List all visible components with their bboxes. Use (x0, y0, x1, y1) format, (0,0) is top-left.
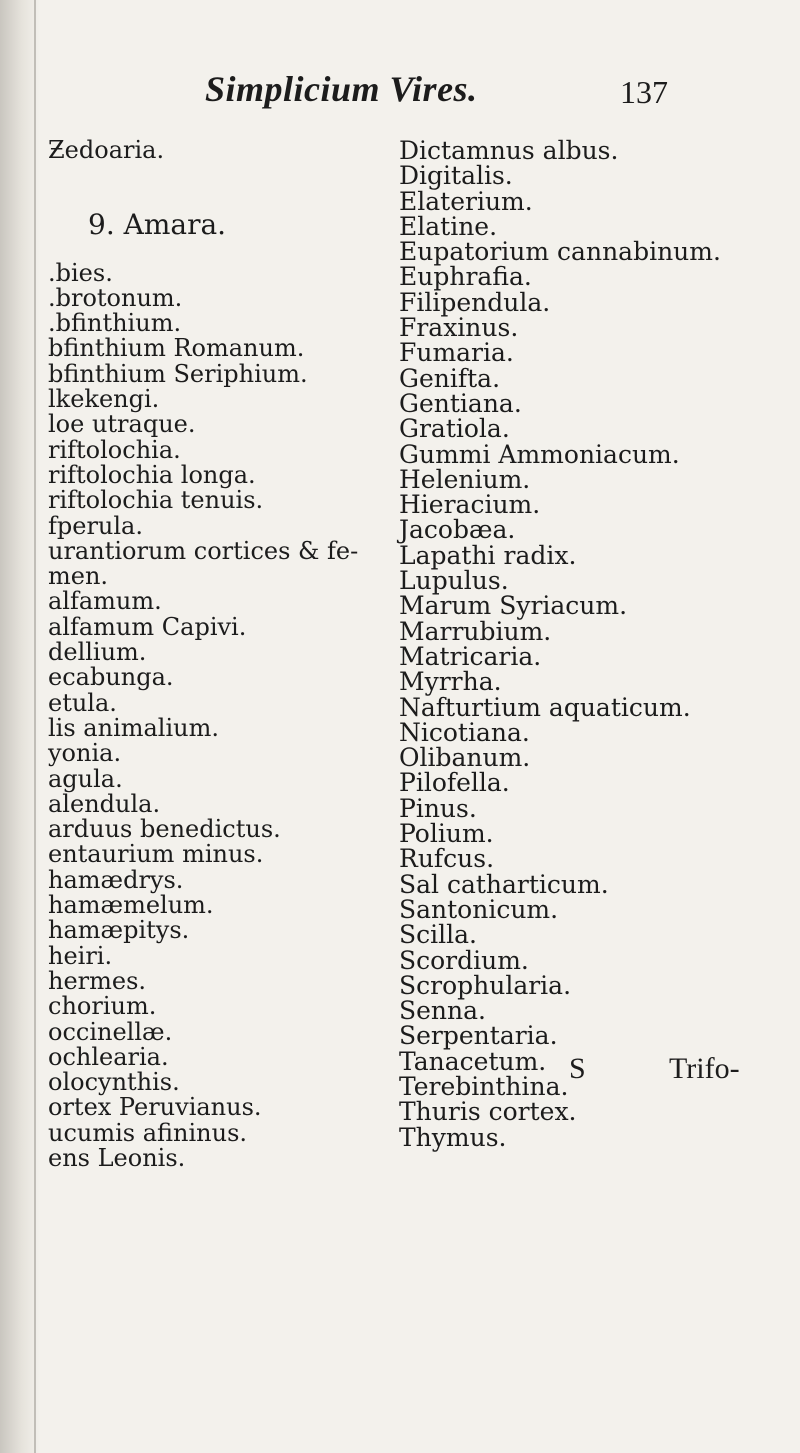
left-column (48, 138, 368, 1171)
list-item: hamæmelum. (48, 891, 214, 920)
list-item: loe utraque. (48, 410, 196, 439)
list-item: hamæpitys. (48, 916, 190, 945)
list-item: Helenium. (399, 464, 531, 494)
list-item: Eupatorium cannabinum. (399, 237, 721, 267)
running-title: Simplicium Vires. (205, 69, 478, 109)
list-item: lis animalium. (48, 713, 219, 742)
list-item: fperula. (48, 511, 143, 540)
list-item: Nicotiana. (399, 717, 530, 747)
list-item: urantiorum cortices & fe- (48, 536, 359, 565)
list-item: Nafturtium aquaticum. (399, 692, 691, 722)
list-item: Olibanum. (399, 743, 531, 773)
list-item: Lupulus. (399, 566, 509, 596)
list-item: olocynthis. (48, 1068, 180, 1097)
list-item: Gentiana. (399, 388, 522, 418)
list-item: Genifta. (399, 363, 501, 393)
list-item: yonia. (48, 739, 122, 768)
list-item: Elaterium. (399, 186, 533, 216)
list-item: riftolochia tenuis. (48, 486, 264, 515)
list-item: hermes. (48, 966, 147, 995)
list-item: Marum Syriacum. (399, 591, 628, 621)
list-item: Dictamnus albus. (399, 136, 619, 165)
list-item: ecabunga. (48, 663, 174, 692)
page-header (0, 68, 800, 128)
list-item: Matricaria. (399, 641, 542, 671)
list-item: Scilla. (399, 920, 477, 950)
list-item: Tanacetum. (399, 1046, 547, 1076)
list-item: Filipendula. (399, 287, 551, 317)
list-item: Rufcus. (399, 844, 495, 874)
list-item: alendula. (48, 789, 161, 818)
list-item: etula. (48, 688, 117, 717)
list-item: .bfinthium. (48, 309, 182, 338)
list-item: Pilofella. (399, 768, 510, 798)
list-item: Santonicum. (399, 894, 559, 924)
list-item: men. (48, 562, 109, 591)
section-heading: 9. Amara. (88, 207, 227, 241)
list-item: Elatine. (399, 211, 498, 241)
list-item: Marrubium. (399, 616, 552, 646)
list-item: Gratiola. (399, 414, 510, 444)
list-item: Scordium. (399, 945, 529, 975)
list-item: Lapathi radix. (399, 540, 577, 570)
list-item: Gummi Ammoniacum. (399, 439, 680, 469)
list-item: Terebinthina. (399, 1071, 569, 1101)
list-item: dellium. (48, 638, 147, 667)
list-item: .brotonum. (48, 283, 183, 312)
list-item: ens Leonis. (48, 1143, 186, 1172)
list-item: Hieracium. (399, 490, 541, 520)
list-item: Scrophularia. (399, 970, 572, 1000)
list-item: Jacobæa. (399, 515, 516, 545)
list-item: hamædrys. (48, 865, 184, 894)
list-item: ortex Peruvianus. (48, 1093, 262, 1122)
list-item: entaurium minus. (48, 840, 264, 869)
list-item: ucumis afininus. (48, 1118, 248, 1147)
list-item: occinellæ. (48, 1017, 173, 1046)
list-item: Thuris cortex. (399, 1097, 577, 1127)
list-item: riftolochia longa. (48, 460, 256, 489)
list-item: Digitalis. (399, 161, 513, 191)
list-item: Thymus. (399, 1122, 507, 1152)
list-item: Fumaria. (399, 338, 514, 368)
list-item: riftolochia. (48, 435, 181, 464)
list-item: Senna. (399, 996, 486, 1026)
list-item: Sal catharticum. (399, 869, 609, 899)
list-item: bfinthium Romanum. (48, 334, 305, 363)
list-item: agula. (48, 764, 123, 793)
page-number: 137 (620, 74, 668, 110)
list-item: arduus benedictus. (48, 815, 281, 844)
list-item: heiri. (48, 941, 113, 970)
list-item: alfamum. (48, 587, 162, 616)
list-item: .bies. (48, 258, 113, 287)
list-item: alfamum Capivi. (48, 612, 247, 641)
list-item: chorium. (48, 992, 157, 1021)
list-item: Euphrafia. (399, 262, 532, 292)
list-item: Pinus. (399, 793, 477, 823)
list-item: Myrrha. (399, 667, 502, 697)
signature-mark: S (569, 1052, 586, 1085)
right-entry-list (399, 138, 799, 1150)
list-item: Serpentaria. (399, 1021, 558, 1051)
list-item: bfinthium Seriphium. (48, 359, 308, 388)
list-item: ochlearia. (48, 1042, 169, 1071)
list-item: lkekengi. (48, 385, 160, 414)
right-column (399, 138, 799, 1150)
catchword: Trifo- (669, 1052, 740, 1085)
list-item: Polium. (399, 819, 494, 849)
binding-edge (34, 0, 36, 1453)
page-footer (399, 1052, 799, 1092)
list-item: Ƶedoaria. (48, 136, 165, 164)
list-item: Fraxinus. (399, 313, 519, 343)
left-entry-list (48, 258, 368, 1172)
